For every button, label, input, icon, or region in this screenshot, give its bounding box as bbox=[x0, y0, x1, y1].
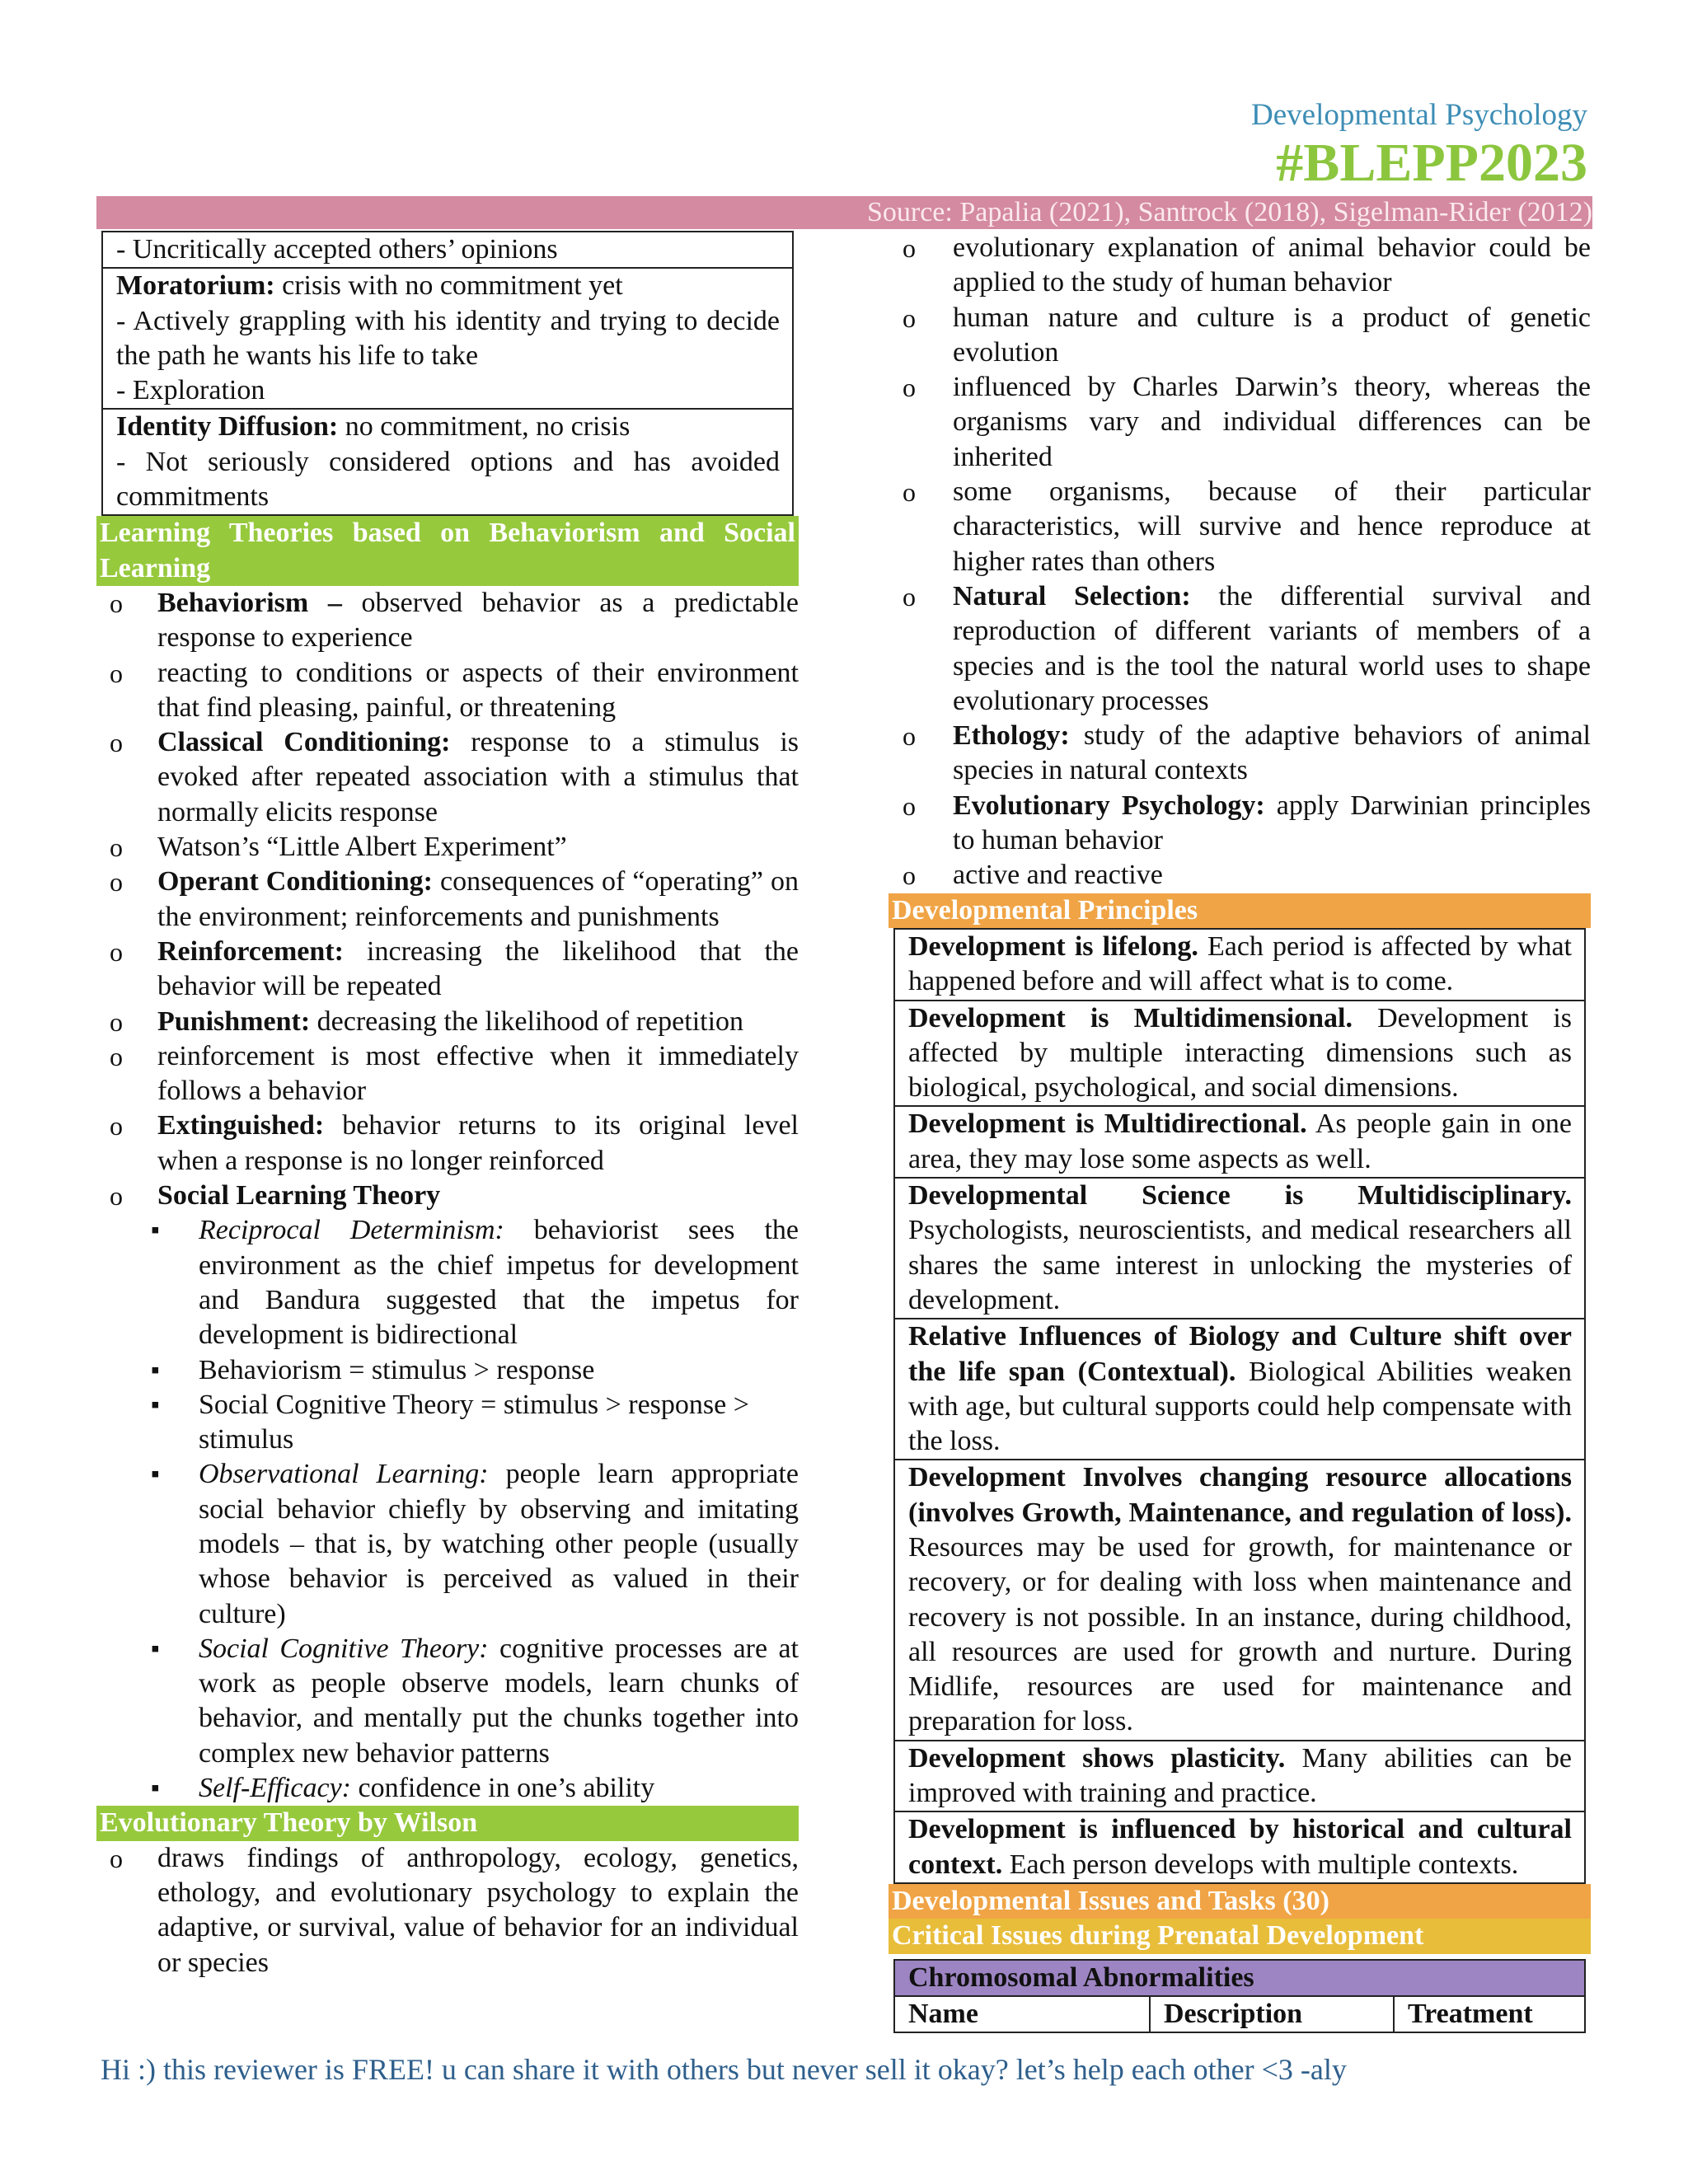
term-text: behavior returns to its original level when a response is no longer reinforced bbox=[157, 1110, 799, 1176]
issues-heading: Developmental Issues and Tasks (30) bbox=[889, 1884, 1591, 1919]
principles-table bbox=[893, 928, 1586, 1884]
sublist-item bbox=[96, 1213, 799, 1352]
term-text: apply Darwinian principles to human behavior bbox=[953, 790, 1591, 856]
principle-row bbox=[895, 930, 1584, 1000]
principle-text: Resources may be used for growth, for maintenance or recovery, or for dealing with loss when maintenance and recovery is not possible. In an instance, during childhood, all resources are used for growth and nurture. During Midlife, resources are used for maintenance and preparation for loss. bbox=[908, 1531, 1572, 1737]
principle-row bbox=[895, 1318, 1584, 1459]
item-text: influenced by Charles Darwin’s theory, whereas the organisms vary and individual differences can be inherited bbox=[953, 372, 1591, 472]
term-text: confidence in one’s ability bbox=[351, 1773, 655, 1804]
item-text: evolutionary explanation of animal behavior could be applied to the study of human behavior bbox=[953, 232, 1591, 298]
list-item bbox=[96, 1005, 799, 1039]
list-item bbox=[96, 865, 799, 935]
term-text: consequences of “operating” on the environment; reinforcements and punishments bbox=[157, 866, 799, 932]
term-text: increasing the likelihood that the behavior will be repeated bbox=[157, 935, 799, 1002]
term-label: Classical Conditioning: bbox=[157, 727, 451, 758]
diffusion-line-1: - Not seriously considered options and has avoided commitments bbox=[116, 446, 780, 513]
learning-theories-heading: Learning Theories based on Behaviorism and Social Learning bbox=[96, 516, 799, 586]
list-item bbox=[889, 719, 1591, 789]
sublist-item bbox=[96, 1353, 799, 1388]
principle-row bbox=[895, 1811, 1584, 1882]
source-bar bbox=[96, 196, 1592, 229]
term-text: the differential survival and reproduction of different variants of members of a species and is the tool the natural world uses to shape evolutionary processes bbox=[953, 580, 1592, 716]
list-item bbox=[889, 858, 1591, 893]
list-item bbox=[889, 789, 1591, 859]
principle-text: Many abilities can be improved with training and practice. bbox=[908, 1742, 1572, 1809]
term-label: Self-Efficacy: bbox=[199, 1773, 352, 1804]
item-text: reacting to conditions or aspects of their environment that find pleasing, painful, or threatening bbox=[157, 657, 799, 723]
principle-label: Development is influenced by historical and cultural context. bbox=[908, 1814, 1572, 1880]
term-label: Operant Conditioning: bbox=[157, 866, 433, 898]
evolutionary-list-right bbox=[889, 231, 1591, 893]
principles-heading: Developmental Principles bbox=[889, 893, 1591, 928]
identity-box-diffusion bbox=[101, 410, 794, 516]
column-header-description: Description bbox=[1149, 1997, 1393, 2032]
item-text: human nature and culture is a product of genetic evolution bbox=[953, 302, 1591, 368]
diffusion-def: no commitment, no crisis bbox=[338, 411, 631, 443]
term-label: Punishment: bbox=[157, 1005, 311, 1037]
principle-text: Development is affected by multiple interacting dimensions such as biological, psychological, and social dimensions. bbox=[908, 1002, 1572, 1104]
term-label: Reinforcement: bbox=[157, 935, 344, 967]
term-label: Ethology: bbox=[953, 720, 1070, 752]
list-item bbox=[96, 1108, 799, 1179]
term-text: response to a stimulus is evoked after repeated association with a stimulus that normally elicits response bbox=[157, 727, 799, 827]
list-item bbox=[889, 231, 1591, 301]
principle-label: Relative Influences of Biology and Culture shift over the life span (Contextual). bbox=[908, 1321, 1572, 1387]
identity-box-moratorium bbox=[101, 269, 794, 410]
chromosomal-header-row bbox=[895, 1997, 1584, 2032]
left-column bbox=[96, 231, 799, 1980]
list-item bbox=[96, 1039, 799, 1109]
item-text: Watson’s “Little Albert Experiment” bbox=[157, 832, 567, 863]
principle-row bbox=[895, 1459, 1584, 1739]
column-header-treatment: Treatment bbox=[1393, 1997, 1584, 2032]
evolutionary-list-left bbox=[96, 1841, 799, 1980]
identity-box-foreclosure bbox=[101, 231, 794, 269]
principle-label: Development Involves changing resource allocations (involves Growth, Maintenance, and regulation of loss). bbox=[908, 1462, 1572, 1528]
item-text: draws findings of anthropology, ecology, genetics, ethology, and evolutionary psychology to explain the adaptive, or survival, value of behavior for an individual or species bbox=[157, 1842, 799, 1978]
term-label: Social Cognitive Theory: bbox=[199, 1633, 489, 1664]
principle-label: Development shows plasticity. bbox=[908, 1742, 1286, 1774]
prenatal-heading: Critical Issues during Prenatal Development bbox=[889, 1919, 1591, 1953]
item-text: Social Cognitive Theory = stimulus > response > stimulus bbox=[199, 1389, 749, 1455]
term-label: Observational Learning: bbox=[199, 1459, 489, 1490]
social-learning-sublist bbox=[96, 1213, 799, 1806]
term-text: observed behavior as a predictable response to experience bbox=[157, 587, 799, 654]
term-label: Social Learning Theory bbox=[157, 1180, 441, 1212]
column-header-name: Name bbox=[908, 1998, 978, 2029]
list-item bbox=[96, 725, 799, 830]
term-text: behaviorist sees the environment as the chief impetus for development and Bandura suggested that the impetus for development is bidirectional bbox=[199, 1215, 799, 1351]
principle-row bbox=[895, 1000, 1584, 1106]
sublist-item bbox=[96, 1771, 799, 1806]
list-item bbox=[889, 579, 1591, 719]
list-item bbox=[889, 301, 1591, 371]
principle-text: Biological Abilities weaken with age, but cultural supports could help compensate with the loss. bbox=[908, 1356, 1572, 1457]
term-text: people learn appropriate social behavior chiefly by observing and imitating models – that is, by watching other people (usually whose behavior is perceived as valued in their culture) bbox=[199, 1459, 799, 1629]
list-item bbox=[96, 830, 799, 865]
sublist-item bbox=[96, 1632, 799, 1771]
item-text: reinforcement is most effective when it immediately follows a behavior bbox=[157, 1040, 799, 1107]
principle-label: Developmental Science is Multidisciplinary. bbox=[908, 1180, 1572, 1212]
hashtag-title: #BLEPP2023 bbox=[1276, 133, 1587, 193]
term-text: cognitive processes are at work as people observe models, learn chunks of behavior, and mentally put the chunks together into complex new behavior patterns bbox=[199, 1633, 799, 1769]
term-text: decreasing the likelihood of repetition bbox=[310, 1005, 744, 1037]
term-label: Behaviorism – bbox=[157, 587, 342, 618]
list-item bbox=[96, 1841, 799, 1980]
term-label: Evolutionary Psychology: bbox=[953, 790, 1265, 821]
principle-label: Development is Multidimensional. bbox=[908, 1002, 1353, 1033]
principle-text: Each period is affected by what happened before and will affect what is to come. bbox=[908, 930, 1572, 997]
item-text: Behaviorism = stimulus > response bbox=[199, 1354, 595, 1385]
moratorium-label: Moratorium: bbox=[116, 270, 275, 302]
footer-note: Hi :) this reviewer is FREE! u can share it with others but never sell it okay? let’s help each other <3 -aly bbox=[101, 2053, 1347, 2086]
principle-text: As people gain in one area, they may lose some aspects as well. bbox=[908, 1108, 1572, 1174]
principle-row bbox=[895, 1740, 1584, 1811]
chromosomal-table bbox=[893, 1959, 1586, 2034]
subject-title: Developmental Psychology bbox=[1251, 98, 1587, 132]
moratorium-line-2: - Exploration bbox=[116, 375, 265, 406]
moratorium-line-1: - Actively grappling with his identity and trying to decide the path he wants his life to take bbox=[116, 305, 780, 371]
principle-row bbox=[895, 1177, 1584, 1318]
source-text: Source: Papalia (2021), Santrock (2018), Sigelman-Rider (2012) bbox=[866, 197, 1592, 227]
sublist-item bbox=[96, 1457, 799, 1631]
list-item bbox=[96, 1179, 799, 1213]
list-item bbox=[889, 475, 1591, 579]
principle-text: Psychologists, neuroscientists, and medical researchers all shares the same interest in unlocking the mysteries of development. bbox=[908, 1215, 1572, 1315]
principle-text: Each person develops with multiple contexts. bbox=[1002, 1849, 1519, 1880]
list-item bbox=[889, 370, 1591, 475]
list-item bbox=[96, 935, 799, 1005]
moratorium-def: crisis with no commitment yet bbox=[274, 270, 623, 302]
term-label: Extinguished: bbox=[157, 1110, 325, 1141]
learning-list bbox=[96, 586, 799, 1213]
item-text: active and reactive bbox=[953, 860, 1163, 891]
principle-label: Development is lifelong. bbox=[908, 930, 1198, 962]
chromosomal-title: Chromosomal Abnormalities bbox=[895, 1961, 1584, 1997]
term-text: study of the adaptive behaviors of animal species in natural contexts bbox=[953, 720, 1591, 786]
term-label: Reciprocal Determinism: bbox=[199, 1215, 504, 1246]
diffusion-label: Identity Diffusion: bbox=[116, 411, 339, 443]
list-item bbox=[96, 656, 799, 726]
evolutionary-heading: Evolutionary Theory by Wilson bbox=[96, 1806, 799, 1840]
foreclosure-line: - Uncritically accepted others’ opinions bbox=[116, 234, 558, 265]
principle-row bbox=[895, 1105, 1584, 1177]
item-text: some organisms, because of their particular characteristics, will survive and hence reproduce at higher rates than others bbox=[953, 476, 1591, 577]
list-item bbox=[96, 586, 799, 656]
sublist-item bbox=[96, 1388, 799, 1458]
right-column bbox=[889, 231, 1591, 2033]
term-label: Natural Selection: bbox=[953, 580, 1191, 612]
principle-label: Development is Multidirectional. bbox=[908, 1108, 1307, 1140]
